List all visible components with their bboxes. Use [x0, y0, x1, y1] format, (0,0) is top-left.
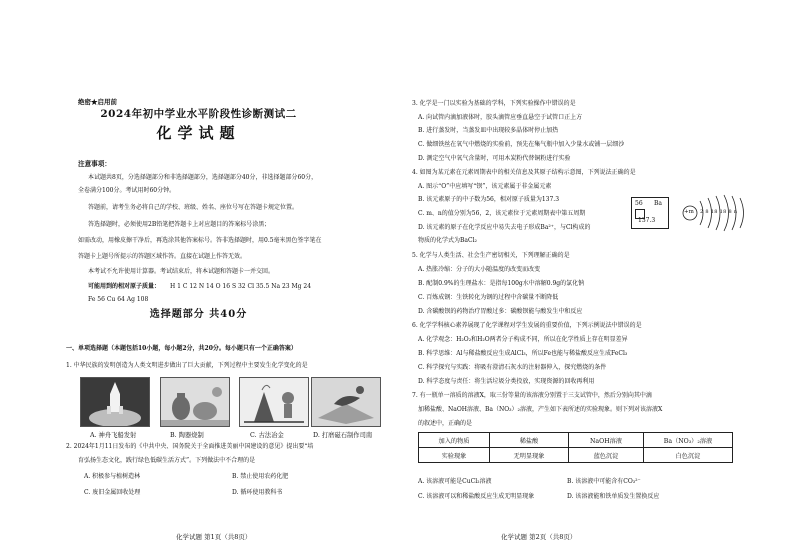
note-line: 如需改动，用橡皮擦干净后，再选涂其他答案标号。答非选择题时，用0.5毫米黑色签字笔在 — [78, 237, 322, 244]
note-line: 全卷满分100分。考试用时60分钟。 — [78, 187, 176, 194]
metallurgy-image — [239, 377, 309, 427]
q2-option-a: A. 积极参与植树造林 — [84, 473, 141, 480]
q4-text: 4. 如图为某元素在元素周期表中的相关信息及其原子结构示意图，下列说法正确的是 — [412, 169, 636, 176]
table-row — [419, 448, 733, 463]
blank-box — [635, 209, 645, 219]
atom-structure-diagram — [680, 192, 760, 234]
note-line: 答题卡上题号所提示的答题区域作答。直接在试题上作答无效。 — [78, 253, 247, 260]
q5-option-d: D. 含碳酸钡的药物治疗胃酸过多：碳酸钡能与酸发生中和反应 — [418, 308, 583, 315]
q3-option-c: C. 做细铁丝在氧气中燃烧的实验前，预先在集气瓶中加入少量水或铺一层细沙 — [418, 141, 625, 148]
q6-option-c: C. 科学探究与实践：将吸有澄清石灰水的注射器伸入，探究燃烧的条件 — [418, 364, 607, 371]
element-card — [631, 197, 669, 229]
q4-tail: 物质的化学式为BaCl₂ — [418, 237, 477, 244]
q4-option-a: A. 图示“O”中应填写“钡”，该元素属于非金属元素 — [418, 183, 552, 190]
atomic-mass-line: Fe 56 Cu 64 Ag 108 — [88, 296, 149, 303]
table-cell: Ba（NO₃）₂溶液 — [644, 433, 733, 448]
experiment-table — [418, 432, 733, 463]
note-line: 本考试不允许使用计算器。考试结束后，将本试题和答题卡一并交回。 — [88, 268, 275, 275]
q6-option-b: B. 科学思维：Al与稀盐酸反应生成AlCl₃，所以Fe也能与稀盐酸反应生成FeCl₃ — [418, 350, 628, 357]
q1-option-d: D. 打磨磁石制作司南 — [313, 432, 373, 439]
q6-option-a: A. 化学观念：H₂O₂和H₂O两者分子构成不同，所以在化学性质上存在明显差异 — [418, 336, 628, 343]
table-cell: NaOH溶液 — [569, 433, 644, 448]
note-line: 答题前，请考生务必将自己的学校、班级、姓名、座位号写在答题卡规定位置。 — [88, 204, 299, 211]
q3-text: 3. 化学是一门以实验为基础的学科，下列实验操作中错误的是 — [412, 100, 576, 107]
table-header-row — [419, 433, 733, 448]
q7-text: 加稀盐酸、NaOH溶液、Ba（NO₃）₂溶液，产生如下表所述的实验现象。则下列对该溶液X — [418, 406, 663, 413]
exam-title: 2024年初中学业水平阶段性诊断测试二 — [100, 108, 297, 120]
q3-option-a: A. 向试管内滴加液体时，胶头滴管应垂直悬空于试管口正上方 — [418, 114, 583, 121]
q2-option-b: B. 禁止使用农药化肥 — [232, 473, 289, 480]
element-number: 56 — [635, 200, 643, 207]
secret-label: 绝密★启用前 — [78, 98, 117, 106]
left-footer: 化学试题 第1页（共8页） — [176, 533, 252, 541]
element-mass: 137.3 — [638, 217, 656, 224]
subject-title: 化学试题 — [156, 124, 241, 142]
right-page — [397, 0, 794, 560]
note-line: 答选择题时，必须使用2B铅笔把答题卡上对应题目的答案标号涂黑； — [88, 221, 271, 228]
q3-option-b: B. 进行蒸发时，当蒸发皿中出现较多晶体时停止加热 — [418, 127, 559, 134]
atomic-mass-line: H 1 C 12 N 14 O 16 S 32 Cl 35.5 Na 23 Mg 24 — [170, 283, 312, 290]
q2-text: 2. 2024年1月11日发布的《中共中央、国务院关于全面推进美丽中国建设的意见》提出要“培 — [66, 443, 314, 450]
q1-option-c: C. 古法冶金 — [250, 432, 284, 439]
table-cell: 无明显现象 — [490, 448, 569, 463]
q2-text: 育弘扬生态文化，践行绿色低碳生活方式”。下列做法中不合理的是 — [78, 457, 256, 464]
q5-option-b: B. 配制0.9%的生理盐水：是指每100g水中溶解0.9g的氯化钠 — [418, 280, 585, 287]
q4-option-c: C. m、n的值分别为56，2，该元素位于元素周期表中第五周期 — [418, 210, 586, 217]
q7-option-b: B. 该溶液中可能含有CO₃²⁻ — [567, 478, 641, 485]
q1-option-b: B. 陶器烧制 — [170, 432, 204, 439]
q4-option-b: B. 该元素原子的中子数为56，相对原子质量为137.3 — [418, 196, 560, 203]
q5-option-a: A. 热胀冷缩：分子的大小随温度的改变而改变 — [418, 266, 541, 273]
section-title: 选择题部分 共40分 — [149, 309, 248, 320]
table-cell: 蓝色沉淀 — [569, 448, 644, 463]
q2-option-c: C. 废旧金属回收处理 — [84, 489, 141, 496]
q2-option-d: D. 循环使用教科书 — [232, 489, 283, 496]
shell-labels: 2 8 18 18 8 n — [700, 209, 738, 215]
rocket-image — [80, 377, 150, 427]
q1-text: 1. 中华民族的发明创造为人类文明进步做出了巨大贡献，下列过程中主要发生化学变化的是 — [66, 362, 308, 369]
right-footer: 化学试题 第2页（共8页） — [501, 533, 577, 541]
part1-heading: 一、单项选择题（本题包括10小题，每小题2分，共20分。每小题只有一个正确答案） — [66, 345, 297, 352]
q5-text: 5. 化学与人类生活、社会生产密切相关，下列理解正确的是 — [412, 252, 570, 259]
table-cell: 加入的物质 — [419, 433, 490, 448]
table-cell: 实验现象 — [419, 448, 490, 463]
pottery-image — [160, 377, 230, 427]
q1-option-a: A. 神舟飞船发射 — [90, 432, 137, 439]
atomic-mass-label: 可能用到的相对原子质量： — [88, 283, 161, 290]
q7-option-d: D. 该溶液能和铁单质发生置换反应 — [567, 493, 660, 500]
notes-heading: 注意事项： — [78, 160, 111, 168]
table-cell: 稀盐酸 — [490, 433, 569, 448]
q4-option-d: D. 该元素的原子在化学反应中易失去电子形成Ba²⁺，与Cl构成的 — [418, 224, 591, 231]
q7-option-c: C. 该溶液可以和稀盐酸反应生成无明显现象 — [418, 493, 535, 500]
compass-image — [311, 377, 381, 427]
q6-option-d: D. 科学态度与责任：将生活垃圾分类投放，实现资源的回收再利用 — [418, 378, 595, 385]
q6-text: 6. 化学学科核心素养展现了化学课程对学生发展的重要价值，下列示例说法中错误的是 — [412, 322, 642, 329]
element-symbol: Ba — [654, 200, 662, 207]
note-line: 本试题共8页，分选择题部分和非选择题部分，选择题部分40分，非选择题部分60分， — [88, 174, 318, 181]
q7-text: 7. 有一瓶单一溶质的溶液X，取三份等量的该溶液分别置于三支试管中，然后分别向其中滴 — [412, 392, 652, 399]
table-cell: 白色沉淀 — [644, 448, 733, 463]
q7-option-a: A. 该溶液可能是CuCl₂溶液 — [418, 478, 492, 485]
q5-option-c: C. 百炼成钢：生铁转化为钢的过程中含碳量不断降低 — [418, 294, 559, 301]
q3-option-d: D. 测定空气中氧气含量时，可用木炭粉代替铜粉进行实验 — [418, 155, 571, 162]
q7-text: 的叙述中，正确的是 — [418, 420, 473, 427]
nucleus-label: +m — [684, 209, 694, 215]
